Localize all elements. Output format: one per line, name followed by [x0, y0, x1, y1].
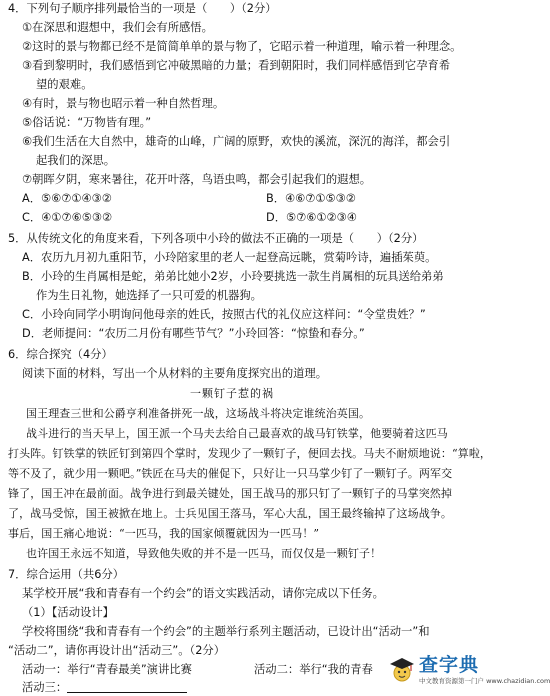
story-line-7: 事后，国王痛心地说：“一匹马，我的国家倾覆就因为一匹马！” [8, 527, 320, 540]
q4-item-6-cont: 起我们的深思。 [36, 154, 116, 167]
q5-stem: 5．从传统文化的角度来看，下列各项中小玲的做法不正确的一项是（ ）（2分） [8, 232, 424, 245]
story-line-2: 战斗进行的当天早上，国王派一个马夫去给自己最喜欢的战马钉铁掌，他要骑着这匹马 [26, 427, 448, 440]
q5-option-c: C．小玲向同学小明询问他母亲的姓氏，按照古代的礼仪应这样问：“令堂贵姓？” [22, 308, 426, 321]
q4-item-5: ⑤俗话说：“万物皆有理。” [22, 116, 152, 129]
story-title: 一颗钉子惹的祸 [190, 387, 274, 400]
story-line-5: 锋了，国王冲在最前面。战争进行到最关键处，国王战马的那只钉了一颗钉子的马掌突然掉 [8, 487, 452, 500]
q5-option-d: D．老师提问：“农历二月份有哪些节气？”小玲回答：“惊蛰和春分。” [22, 327, 365, 340]
q4-item-7: ⑦朝晖夕阴，寒来暑往，花开叶落，鸟语虫鸣，都会引起我们的遐想。 [22, 173, 372, 186]
q4-option-c: C．④①⑦⑥⑤③② [22, 211, 113, 224]
q4-option-d: D．⑤⑦⑥①②③④ [266, 211, 357, 224]
story-line-3: 打头阵。钉铁掌的铁匠钉到第四个掌时，发现少了一颗钉子，便回去找。马夫不耐烦地说：“算啦， [8, 447, 492, 460]
story-line-6: 了，战马受惊，国王被掀在地上。士兵见国王落马，军心大乱，国王最终输掉了这场战争。 [8, 507, 452, 520]
q7-stem: 7．综合运用（共6分） [8, 568, 125, 581]
q7-subtask-1-text: 学校将围绕“我和青春有一个约会”的主题举行系列主题活动，已设计出“活动一”和 [22, 625, 430, 638]
q6-instruction: 阅读下面的材料，写出一个从材料的主要角度探究出的道理。 [22, 367, 328, 380]
activity-three-row [22, 681, 187, 695]
q5-option-a: A．农历九月初九重阳节，小玲陪家里的老人一起登高远眺，赏菊吟诗，遍插茱萸。 [22, 251, 437, 264]
q4-item-3-cont: 望的艰难。 [36, 78, 93, 91]
q4-item-6: ⑥我们生活在大自然中，雄奇的山峰，广阔的原野，欢快的溪流，深沉的海洋，都会引 [22, 135, 451, 148]
site-watermark [387, 648, 550, 692]
q7-subtask-1-text-cont: “活动二”，请你再设计出“活动三”。（2分） [8, 644, 225, 657]
graduation-cap-icon [389, 656, 415, 684]
story-line-4: 等不及了，就少用一颗吧。”铁匠在马夫的催促下，只好让一只马掌少钉了一颗钉子。两军交 [8, 467, 453, 480]
activity-one: 活动一：举行“青春最美”演讲比赛 [22, 663, 192, 676]
q4-item-2: ②这时的景与物都已经不是简简单单的景与物了，它昭示着一种道理，喻示着一种理念。 [22, 40, 462, 53]
q4-item-3: ③看到黎明时，我们感悟到它冲破黑暗的力量；看到朝阳时，我们同样感悟到它孕育希 [22, 59, 451, 72]
activity-two: 活动二：举行“我的青春 [254, 663, 373, 676]
story-line-8: 也许国王永远不知道，导致他失败的并不是一匹马，而仅仅是一颗钉子！ [26, 547, 382, 560]
q7-subtask-1: （1）【活动设计】 [22, 606, 114, 619]
q6-stem: 6．综合探究（4分） [8, 348, 113, 361]
q7-intro: 某学校开展“我和青春有一个约会”的语文实践活动，请你完成以下任务。 [22, 587, 384, 600]
activity-three-answer-blank[interactable] [67, 681, 187, 693]
activity-three-label: 活动三： [22, 681, 68, 694]
q4-stem: 4．下列句子顺序排列最恰当的一项是（ ）（2分） [8, 2, 277, 15]
watermark-brand: 查字典 [419, 654, 480, 676]
q4-item-1: ①在深思和遐想中，我们会有所感悟。 [22, 21, 213, 34]
watermark-tagline: 中文教育资源第一门户 www.chazidian.com [419, 677, 550, 685]
q5-option-b-cont: 作为生日礼物，她选择了一只可爱的机器狗。 [36, 289, 262, 302]
q4-item-4: ④有时，景与物也昭示着一种自然哲理。 [22, 97, 225, 110]
story-line-1: 国王理查三世和公爵亨利准备拼死一战，这场战斗将决定谁统治英国。 [26, 407, 371, 420]
q4-option-a: A．⑤⑥⑦①④③② [22, 192, 112, 205]
q4-option-b: B．④⑥⑦①⑤③② [266, 192, 356, 205]
q5-option-b: B．小玲的生肖属相是蛇，弟弟比她小2岁，小玲要挑选一款生肖属相的玩具送给弟弟 [22, 270, 444, 283]
